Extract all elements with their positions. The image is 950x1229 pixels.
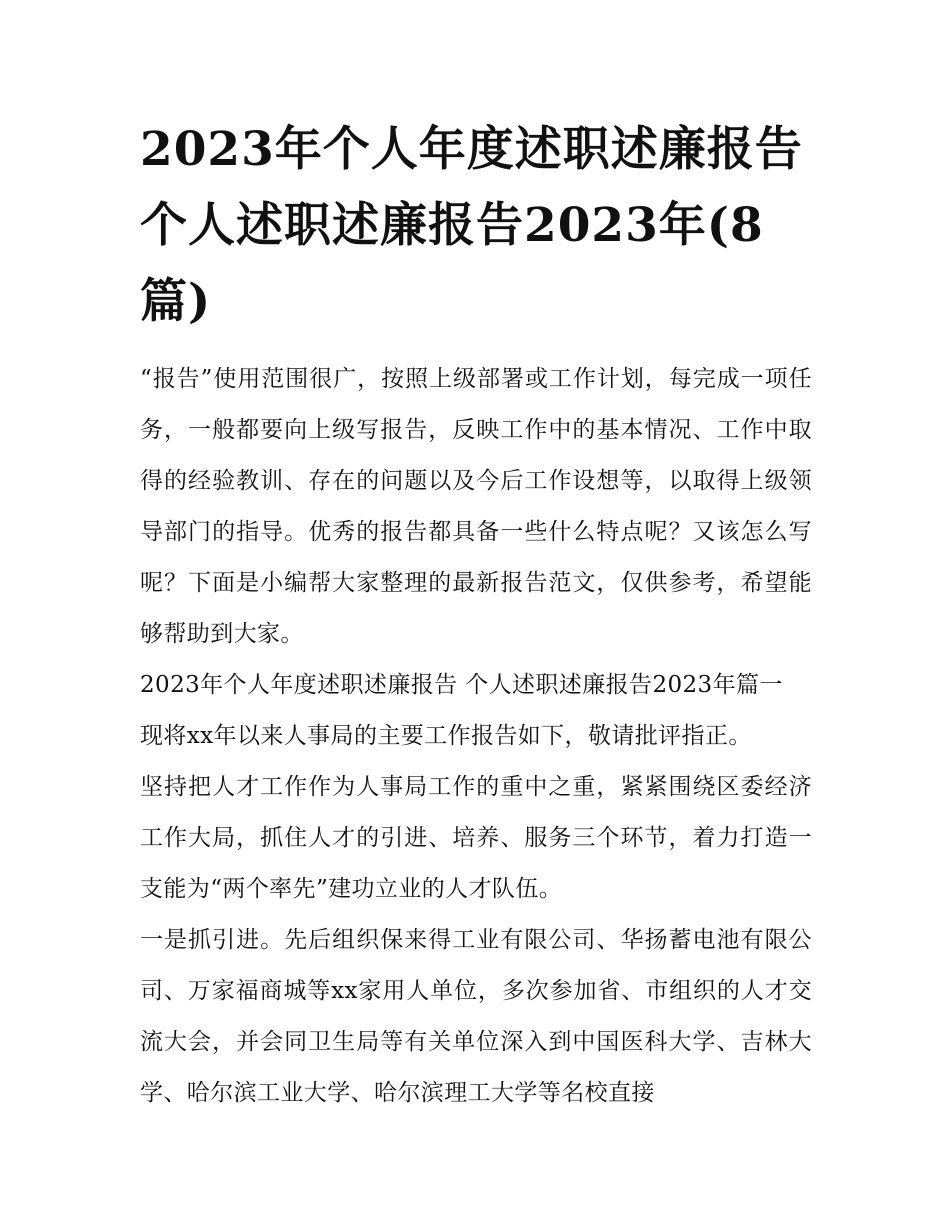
section-heading-paragraph: 2023年个人年度述职述廉报告 个人述职述廉报告2023年篇一 <box>140 672 783 698</box>
document-title: 2023年个人年度述职述廉报告 个人述职述廉报告2023年(8篇) <box>140 122 803 329</box>
document-page <box>140 112 812 1119</box>
intro-paragraph: “报告”使用范围很广，按照上级部署或工作计划，每完成一项任务，一般都要向上级写报告，反映工作中的基本情况、工作中取得的经验教训、存在的问题以及今后工作设想等，以取得上级领导部门的指导。优秀的报告都具备一些什么特点呢？又该怎么写呢？下面是小编帮大家整理的最新报告范文，仅供参考，希望能够帮助到大家。 <box>140 366 812 647</box>
recruitment-paragraph: 一是抓引进。先后组织保来得工业有限公司、华扬蓄电池有限公司、万家福商城等xx家用人单位，多次参加省、市组织的人才交流大会，并会同卫生局等有关单位深入到中国医科大学、吉林大学、哈尔滨工业大学、哈尔滨理工大学等名校直接 <box>140 927 812 1106</box>
report-opening-paragraph: 现将xx年以来人事局的主要工作报告如下，敬请批评指正。 <box>140 723 752 749</box>
document-body <box>140 354 812 1119</box>
talent-work-paragraph: 坚持把人才工作作为人事局工作的重中之重，紧紧围绕区委经济工作大局，抓住人才的引进、培养、服务三个环节，着力打造一支能为“两个率先”建功立业的人才队伍。 <box>140 774 812 902</box>
